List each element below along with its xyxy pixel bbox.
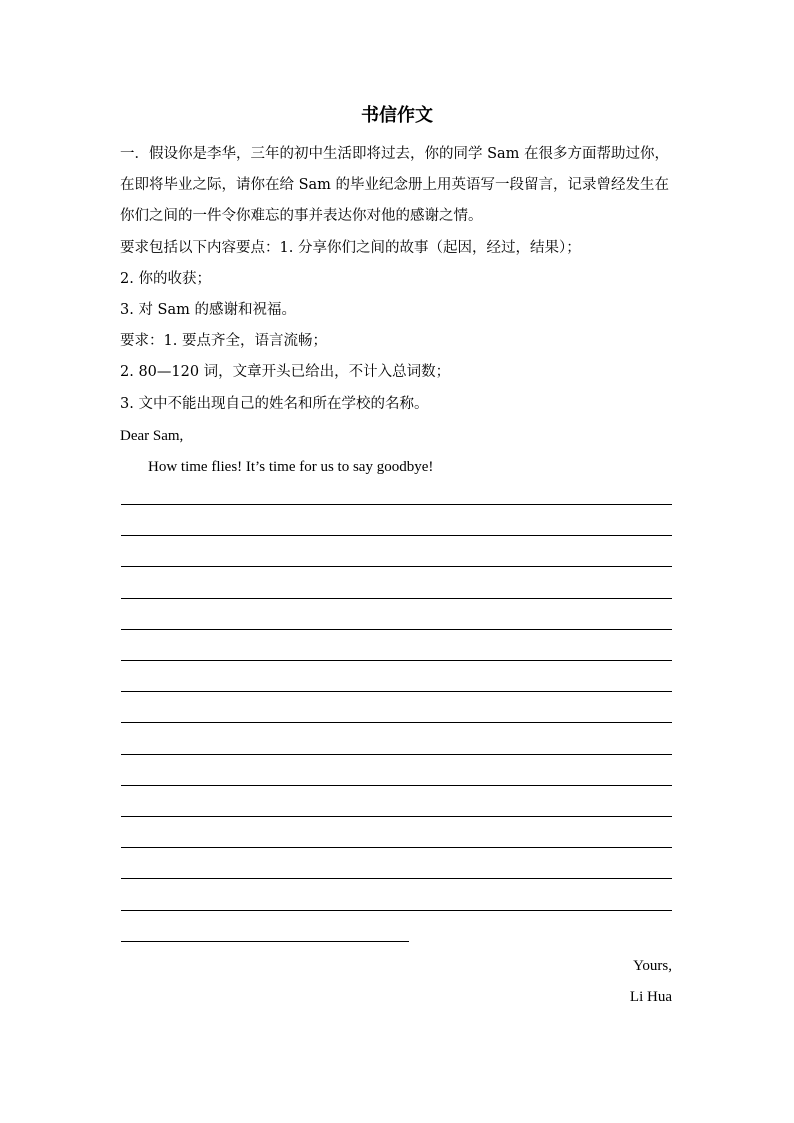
requirement-point-3: 3. 对 Sam 的感谢和祝福。 [120,302,296,318]
writing-line[interactable] [121,754,672,755]
writing-line[interactable] [121,691,672,692]
writing-line[interactable] [121,566,672,567]
requirement-points-intro: 要求包括以下内容要点：1. 分享你们之间的故事（起因，经过，结果）； [120,240,581,256]
writing-requirement-3: 3. 文中不能出现自己的姓名和所在学校的名称。 [120,396,429,412]
writing-line[interactable] [121,722,672,723]
writing-line[interactable] [121,535,672,536]
letter-opening-sentence: How time flies! It’s time for us to say goodbye! [148,459,434,475]
writing-line[interactable] [121,598,672,599]
writing-requirement-2: 2. 80—120 词，文章开头已给出，不计入总词数； [120,364,451,380]
letter-signature: Li Hua [629,989,672,1005]
writing-line[interactable] [121,816,672,817]
writing-line[interactable] [121,504,672,505]
writing-requirement-1: 要求：1. 要点齐全，语言流畅； [120,333,327,349]
writing-line[interactable] [121,878,672,879]
writing-line[interactable] [121,910,672,911]
prompt-paragraph: 一．假设你是李华，三年的初中生活即将过去，你的同学 Sam 在很多方面帮助过你，在即将毕业之际，请你在给 Sam 的毕业纪念册上用英语写一段留言，记录曾经发生在你们之间的一件令你难忘的事并表达你对他的感谢之情。 [120,146,670,224]
writing-line[interactable] [121,847,672,848]
letter-closing: Yours, [633,958,672,974]
writing-line[interactable] [121,660,672,661]
letter-salutation: Dear Sam, [120,428,184,444]
page-title: 书信作文 [361,105,433,126]
requirement-point-2: 2. 你的收获； [120,271,211,287]
writing-line[interactable] [121,629,672,630]
writing-line-short[interactable] [121,941,409,942]
writing-line[interactable] [121,785,672,786]
